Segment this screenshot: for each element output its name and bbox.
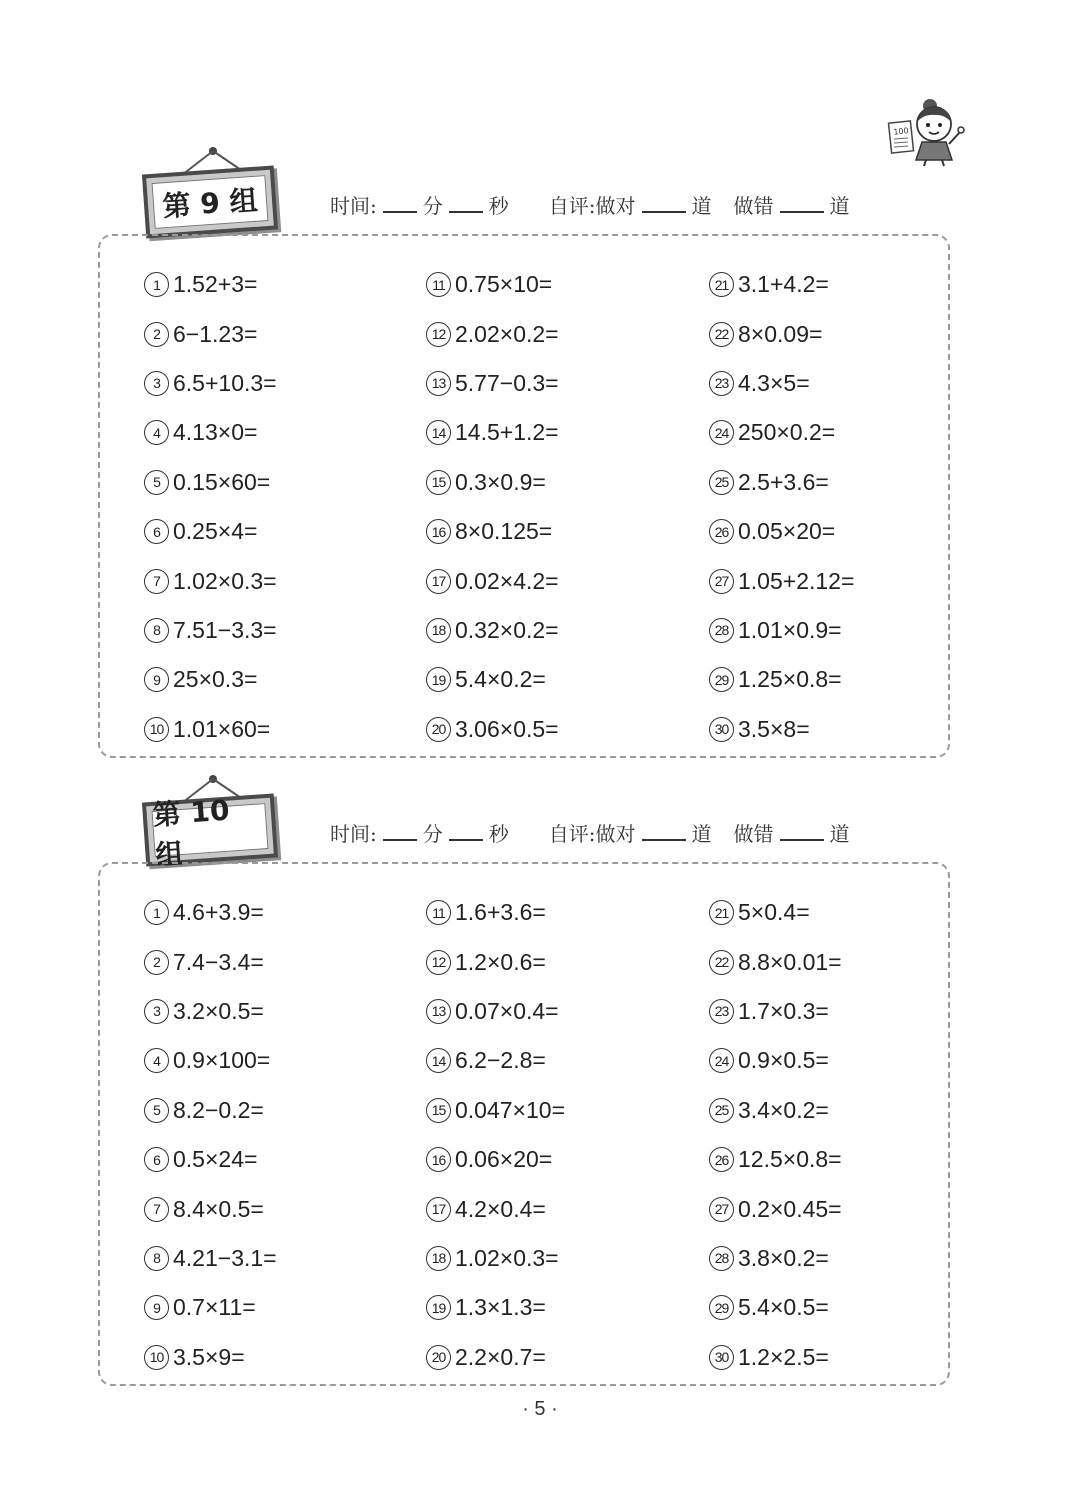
problem-item [426,260,696,309]
problem-expression: 5.4×0.2= [455,666,546,693]
problem-item [709,1234,979,1283]
problem-number: 25 [709,1098,734,1123]
problem-item [426,1135,696,1184]
problem-expression: 0.07×0.4= [455,997,559,1024]
problem-expression: 6.2−2.8= [455,1047,546,1074]
problem-expression: 0.15×60= [173,468,271,495]
problem-item [144,1184,414,1233]
minute-label: 分 [422,822,443,846]
problem-number: 7 [144,1197,169,1222]
problem-number: 26 [709,519,734,544]
problem-expression: 0.3×0.9= [455,468,546,495]
problem-item [144,1135,414,1184]
problem-item [144,606,414,655]
wrong-count-blank[interactable] [780,821,824,841]
problem-item [426,987,696,1036]
problem-expression: 8.8×0.01= [738,948,842,975]
problem-number: 7 [144,569,169,594]
problem-number: 8 [144,618,169,643]
problem-number: 5 [144,1098,169,1123]
group-title-sign [142,793,278,872]
problem-column-2 [426,888,696,1382]
wrong-unit-label: 道 [829,822,850,846]
problem-number: 13 [426,371,451,396]
problem-number: 9 [144,1295,169,1320]
problem-item [709,556,979,605]
problem-expression: 25×0.3= [173,666,258,693]
correct-unit-label: 道 [691,194,712,218]
problem-number: 11 [426,900,451,925]
problem-expression: 3.2×0.5= [173,997,264,1024]
problem-item [144,1086,414,1135]
problem-expression: 3.5×9= [173,1343,245,1370]
problem-expression: 0.5×24= [173,1146,258,1173]
group-title: 第 9 组 [152,175,269,229]
problem-item [709,1036,979,1085]
problem-expression: 250×0.2= [738,419,836,446]
problem-item [144,987,414,1036]
problem-number: 14 [426,1048,451,1073]
minutes-blank[interactable] [383,193,417,213]
problem-number: 9 [144,667,169,692]
problem-number: 1 [144,900,169,925]
problem-number: 27 [709,1197,734,1222]
problem-number: 10 [144,717,169,742]
wrong-unit-label: 道 [829,194,850,218]
problem-number: 14 [426,420,451,445]
problem-item [426,1086,696,1135]
problem-item [426,507,696,556]
problem-item [426,1283,696,1332]
problem-item [144,309,414,358]
problem-expression: 3.8×0.2= [738,1244,829,1271]
problem-item [426,408,696,457]
time-label: 时间: [330,194,377,218]
problem-number: 19 [426,667,451,692]
problem-item [709,705,979,754]
minute-label: 分 [422,194,443,218]
problem-number: 5 [144,470,169,495]
record-line [330,818,850,847]
problem-number: 24 [709,1048,734,1073]
problem-expression: 2.5+3.6= [738,468,829,495]
problem-column-3 [709,888,979,1382]
second-label: 秒 [488,822,509,846]
problem-number: 11 [426,272,451,297]
problem-expression: 1.02×0.3= [455,1244,559,1271]
problem-expression: 2.2×0.7= [455,1343,546,1370]
problem-expression: 4.6+3.9= [173,899,264,926]
problem-item [426,937,696,986]
problem-item [144,937,414,986]
problem-item [144,888,414,937]
wrong-count-blank[interactable] [780,193,824,213]
problem-expression: 4.3×5= [738,369,810,396]
problem-expression: 1.01×0.9= [738,616,842,643]
problem-expression: 4.21−3.1= [173,1244,277,1271]
problem-number: 25 [709,470,734,495]
problem-item [709,1333,979,1382]
problem-item [709,458,979,507]
problem-item [426,1036,696,1085]
problem-item [144,408,414,457]
problem-expression: 0.05×20= [738,518,836,545]
problem-number: 15 [426,470,451,495]
problem-item [144,458,414,507]
problem-item [426,655,696,704]
problem-number: 22 [709,950,734,975]
problem-number: 16 [426,1147,451,1172]
problem-expression: 8×0.125= [455,518,553,545]
problem-number: 13 [426,999,451,1024]
self-eval-label: 自评:做对 [548,822,636,846]
problem-item [426,888,696,937]
problem-box [98,862,950,1386]
problem-item [144,556,414,605]
correct-count-blank[interactable] [642,821,686,841]
problem-item [709,1184,979,1233]
problem-item [426,1333,696,1382]
problem-item [709,260,979,309]
problem-expression: 4.2×0.4= [455,1195,546,1222]
problem-item [144,655,414,704]
problem-expression: 1.02×0.3= [173,567,277,594]
problem-expression: 3.4×0.2= [738,1096,829,1123]
problem-expression: 1.2×2.5= [738,1343,829,1370]
problem-expression: 1.05+2.12= [738,567,855,594]
problem-item [144,1234,414,1283]
problem-column-1 [144,888,414,1382]
problem-number: 18 [426,1246,451,1271]
problem-number: 12 [426,950,451,975]
problem-number: 20 [426,717,451,742]
problem-expression: 14.5+1.2= [455,419,559,446]
problem-item [709,359,979,408]
problem-expression: 6.5+10.3= [173,369,277,396]
problem-number: 6 [144,1147,169,1172]
problem-number: 22 [709,322,734,347]
problem-number: 29 [709,1295,734,1320]
problem-number: 21 [709,272,734,297]
problem-expression: 0.32×0.2= [455,616,559,643]
mascot-illustration [886,92,976,168]
problem-number: 21 [709,900,734,925]
problem-item [144,507,414,556]
problem-item [709,888,979,937]
problem-number: 19 [426,1295,451,1320]
self-eval-label: 自评:做对 [548,194,636,218]
problem-number: 30 [709,1345,734,1370]
problem-expression: 0.02×4.2= [455,567,559,594]
problem-item [426,606,696,655]
page-number: · 5 · [522,1398,558,1420]
problem-number: 6 [144,519,169,544]
problem-expression: 8.4×0.5= [173,1195,264,1222]
problem-item [709,507,979,556]
problem-number: 2 [144,950,169,975]
wrong-label: 做错 [733,194,774,218]
problem-item [709,309,979,358]
problem-expression: 0.75×10= [455,271,553,298]
problem-number: 4 [144,420,169,445]
problem-expression: 0.2×0.45= [738,1195,842,1222]
problem-item [709,408,979,457]
problem-item [426,309,696,358]
problem-expression: 0.9×0.5= [738,1047,829,1074]
problem-expression: 6−1.23= [173,320,258,347]
problem-expression: 8.2−0.2= [173,1096,264,1123]
problem-number: 15 [426,1098,451,1123]
problem-expression: 3.5×8= [738,715,810,742]
problem-number: 8 [144,1246,169,1271]
problem-item [426,1184,696,1233]
mascot-sign-text: 100 [892,126,910,137]
problem-number: 12 [426,322,451,347]
problem-item [709,655,979,704]
problem-number: 27 [709,569,734,594]
problem-expression: 1.01×60= [173,715,271,742]
problem-number: 10 [144,1345,169,1370]
problem-item [144,260,414,309]
problem-expression: 1.52+3= [173,271,258,298]
problem-expression: 1.25×0.8= [738,666,842,693]
problem-number: 28 [709,618,734,643]
problem-item [144,705,414,754]
record-line [330,190,850,219]
problem-number: 29 [709,667,734,692]
problem-item [709,606,979,655]
problem-number: 17 [426,1197,451,1222]
problem-expression: 2.02×0.2= [455,320,559,347]
problem-expression: 7.51−3.3= [173,616,277,643]
problem-item [426,705,696,754]
problem-number: 26 [709,1147,734,1172]
second-label: 秒 [488,194,509,218]
seconds-blank[interactable] [449,821,483,841]
problem-number: 28 [709,1246,734,1271]
problem-column-3 [709,260,979,754]
problem-number: 23 [709,999,734,1024]
problem-number: 17 [426,569,451,594]
problem-number: 1 [144,272,169,297]
problem-item [426,359,696,408]
problem-item [144,1036,414,1085]
problem-number: 20 [426,1345,451,1370]
problem-expression: 1.2×0.6= [455,948,546,975]
problem-number: 3 [144,999,169,1024]
problem-expression: 1.7×0.3= [738,997,829,1024]
problem-item [426,458,696,507]
problem-expression: 12.5×0.8= [738,1146,842,1173]
time-label: 时间: [330,822,377,846]
problem-number: 24 [709,420,734,445]
problem-expression: 0.9×100= [173,1047,271,1074]
problem-item [144,359,414,408]
problem-expression: 8×0.09= [738,320,823,347]
problem-expression: 5.4×0.5= [738,1294,829,1321]
problem-item [709,1283,979,1332]
problem-expression: 1.6+3.6= [455,899,546,926]
problem-number: 3 [144,371,169,396]
problem-expression: 7.4−3.4= [173,948,264,975]
problem-item [709,937,979,986]
problem-expression: 0.047×10= [455,1096,566,1123]
problem-expression: 3.1+4.2= [738,271,829,298]
problem-number: 4 [144,1048,169,1073]
problem-box [98,234,950,758]
wrong-label: 做错 [733,822,774,846]
minutes-blank[interactable] [383,821,417,841]
problem-number: 30 [709,717,734,742]
problem-item [709,1135,979,1184]
correct-count-blank[interactable] [642,193,686,213]
problem-expression: 0.7×11= [173,1294,256,1321]
problem-item [426,1234,696,1283]
seconds-blank[interactable] [449,193,483,213]
problem-item [144,1283,414,1332]
problem-number: 18 [426,618,451,643]
problem-item [709,987,979,1036]
problem-expression: 0.06×20= [455,1146,553,1173]
correct-unit-label: 道 [691,822,712,846]
group-title: 第 10 组 [152,803,269,857]
group-title-sign [142,165,278,238]
problem-column-1 [144,260,414,754]
problem-number: 23 [709,371,734,396]
problem-item [426,556,696,605]
problem-number: 16 [426,519,451,544]
problem-expression: 1.3×1.3= [455,1294,546,1321]
problem-expression: 5.77−0.3= [455,369,559,396]
problem-expression: 4.13×0= [173,419,258,446]
problem-item [709,1086,979,1135]
problem-item [144,1333,414,1382]
problem-column-2 [426,260,696,754]
problem-expression: 0.25×4= [173,518,258,545]
problem-number: 2 [144,322,169,347]
problem-expression: 5×0.4= [738,899,810,926]
problem-expression: 3.06×0.5= [455,715,559,742]
